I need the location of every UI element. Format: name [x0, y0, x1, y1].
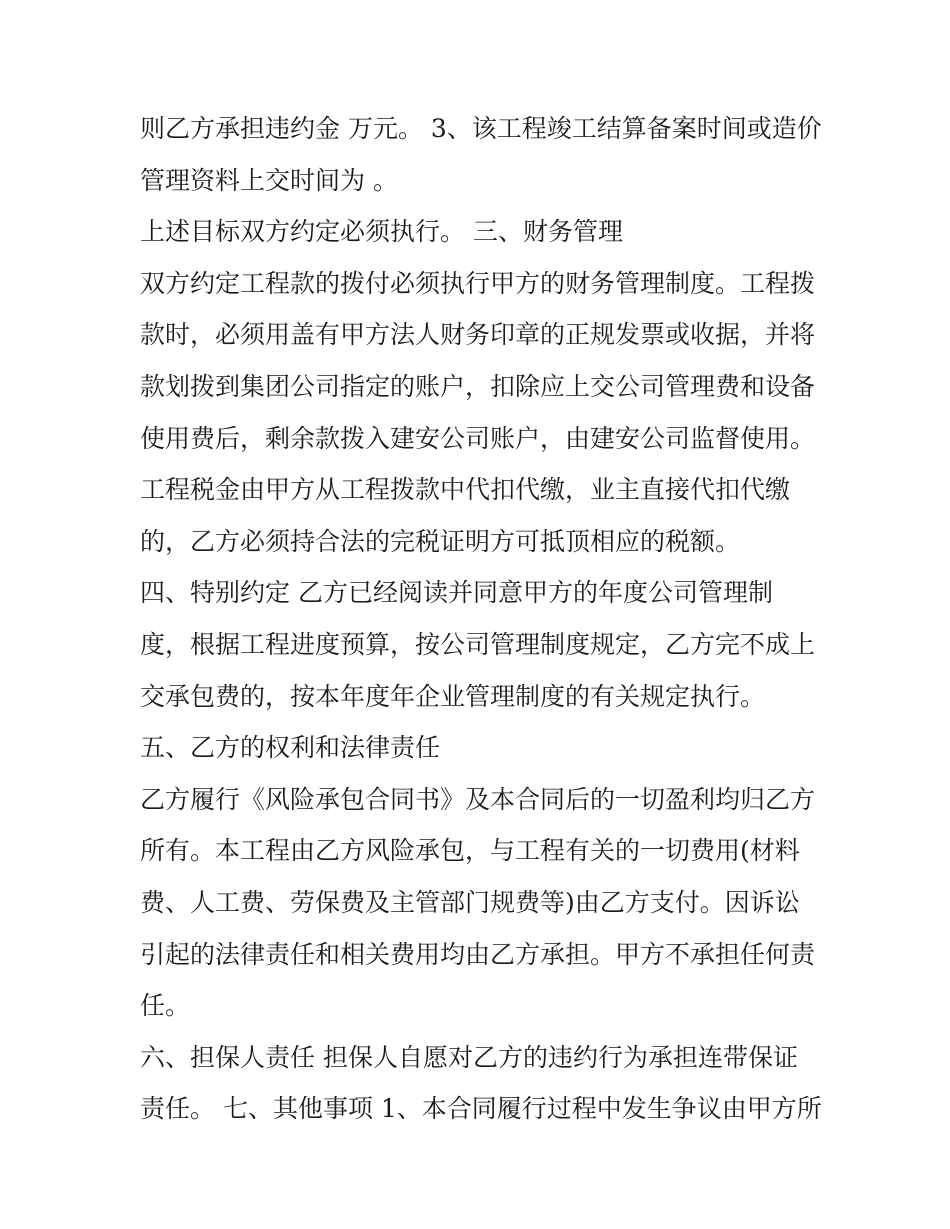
text-line: 双方约定工程款的拨付必须执行甲方的财务管理制度。工程拨 [140, 268, 816, 298]
text-line: 任。 [140, 991, 191, 1021]
text-line: 费、人工费、劳保费及主管部门规费等)由乙方支付。因诉讼 [140, 887, 800, 917]
text-line: 款划拨到集团公司指定的账户，扣除应上交公司管理费和设备 [140, 371, 816, 401]
text-line: 工程税金由甲方从工程拨款中代扣代缴，业主直接代扣代缴 [140, 475, 791, 505]
text-line: 四、特别约定 乙方已经阅读并同意甲方的年度公司管理制 [140, 578, 773, 608]
section-heading: 五、乙方的权利和法律责任 [140, 733, 441, 763]
text-line: 的，乙方必须持合法的完税证明方可抵顶相应的税额。 [140, 526, 741, 556]
text-line: 交承包费的，按本年度年企业管理制度的有关规定执行。 [140, 681, 766, 711]
text-line: 乙方履行《风险承包合同书》及本合同后的一切盈利均归乙方 [140, 784, 816, 814]
document-body [140, 103, 820, 1135]
text-line: 引起的法律责任和相关费用均由乙方承担。甲方不承担任何责 [140, 939, 816, 969]
text-line: 度，根据工程进度预算，按公司管理制度规定，乙方完不成上 [140, 629, 816, 659]
text-line: 所有。本工程由乙方风险承包，与工程有关的一切费用(材料 [140, 836, 800, 866]
text-line: 责任。 七、其他事项 1、本合同履行过程中发生争议由甲方所 [140, 1094, 822, 1124]
text-line: 六、担保人责任 担保人自愿对乙方的违约行为承担连带保证 [140, 1042, 798, 1072]
text-line: 管理资料上交时间为 。 [140, 165, 398, 195]
text-line: 使用费后，剩余款拨入建安公司账户，由建安公司监督使用。 [140, 423, 816, 453]
text-line: 上述目标双方约定必须执行。 三、财务管理 [140, 217, 623, 247]
text-line: 款时，必须用盖有甲方法人财务印章的正规发票或收据，并将 [140, 320, 816, 350]
text-line: 则乙方承担违约金 万元。 3、该工程竣工结算备案时间或造价 [140, 114, 822, 143]
